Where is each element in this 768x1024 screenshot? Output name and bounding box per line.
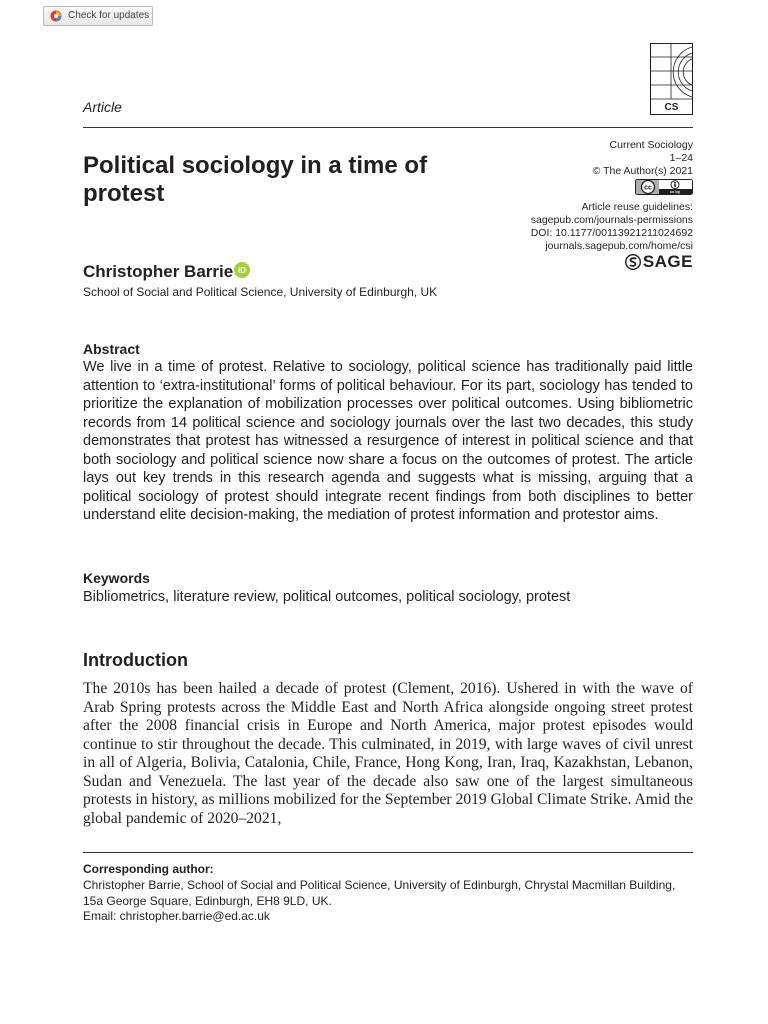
svg-text:CS: CS — [664, 102, 679, 113]
sage-circle-icon — [625, 254, 641, 270]
doi[interactable]: DOI: 10.1177/00113921211024692 — [530, 227, 693, 239]
corresponding-author-details — [83, 878, 693, 925]
article-type-label: Article — [83, 99, 122, 115]
reuse-guidelines-label: Article reuse guidelines: — [581, 201, 693, 213]
svg-text:cc: cc — [644, 184, 652, 192]
introduction-heading: Introduction — [83, 650, 188, 670]
journal-metadata — [453, 139, 693, 253]
author-name[interactable]: Christopher Barrie — [83, 262, 234, 281]
reuse-guidelines-link[interactable]: sagepub.com/journals-permissions — [530, 214, 693, 226]
publisher-name: SAGE — [642, 252, 693, 271]
page-range: 1–24 — [669, 152, 693, 164]
svg-text:cc by: cc by — [669, 189, 681, 195]
corresponding-author-email[interactable]: Email: christopher.barrie@ed.ac.uk — [83, 909, 270, 923]
svg-text:iD: iD — [238, 266, 247, 276]
introduction-text: The 2010s has been hailed a decade of protest (Clement, 2016). Ushered in with the wave of Arab Spring protests across the Middle East and North Africa alongside ongoing street protest after the 2008 financial crisis in Europe and North America, major protest episodes would continue to stir throughout the decade. This culminated, in 2019, with large waves of civil unrest in all of Algeria, Bolivia, Catalonia, Chile, France, Hong Kong, Iran, Iraq, Kazakhstan, Lebanon, Sudan and Venezuela. The last year of the decade also saw one of the largest simultaneous protests in history, as millions mobilized for the September 2019 Global Climate Strike. Amid the global pandemic of 2020–2021, — [83, 680, 693, 827]
journal-name: Current Sociology — [609, 139, 693, 151]
keywords-heading: Keywords — [83, 570, 150, 586]
check-for-updates-button[interactable] — [43, 6, 153, 26]
author-line — [83, 262, 250, 282]
footnote-rule — [83, 852, 693, 853]
crossmark-icon — [50, 10, 62, 22]
corresponding-author-heading: Corresponding author: — [83, 862, 214, 876]
header-rule — [83, 127, 693, 128]
cc-by-license-icon[interactable] — [635, 179, 693, 195]
author-affiliation: School of Social and Political Science, University of Edinburgh, UK — [83, 285, 438, 299]
current-sociology-logo — [650, 43, 693, 115]
article-title: Political sociology in a time of protest — [83, 152, 428, 207]
journal-homepage-link[interactable]: journals.sagepub.com/home/csi — [545, 240, 693, 252]
corresponding-author-address: Christopher Barrie, School of Social and Political Science, University of Edinburgh, Chrystal Macmillan Building, 15a George Square, Edinburgh, EH8 9LD, UK. — [83, 878, 676, 908]
copyright: © The Author(s) 2021 — [592, 165, 693, 177]
orcid-icon[interactable] — [234, 262, 250, 278]
check-for-updates-label: Check for updates — [68, 10, 150, 21]
keywords-list: Bibliometrics, literature review, political outcomes, political sociology, protest — [83, 589, 571, 605]
abstract-text: We live in a time of protest. Relative to sociology, political science has traditionally paid little attention to ‘extra-institutional’ forms of political behaviour. For its part, sociology has tended to prioritize the explanation of mobilization processes over political outcomes. Using bibliometric records from 14 political science and sociology journals over the last two decades, this study demonstrates that protest has witnessed a resurgence of interest in political science and that both sociology and political science now share a focus on the outcomes of protest. The article lays out key trends in this research agenda and suggests what is missing, arguing that a political sociology of protest should integrate recent findings from both disciplines to better understand elite decision-making, the mediation of protest information and protestor aims. — [83, 359, 693, 523]
abstract-heading: Abstract — [83, 341, 140, 357]
sage-publisher-logo — [625, 252, 693, 272]
